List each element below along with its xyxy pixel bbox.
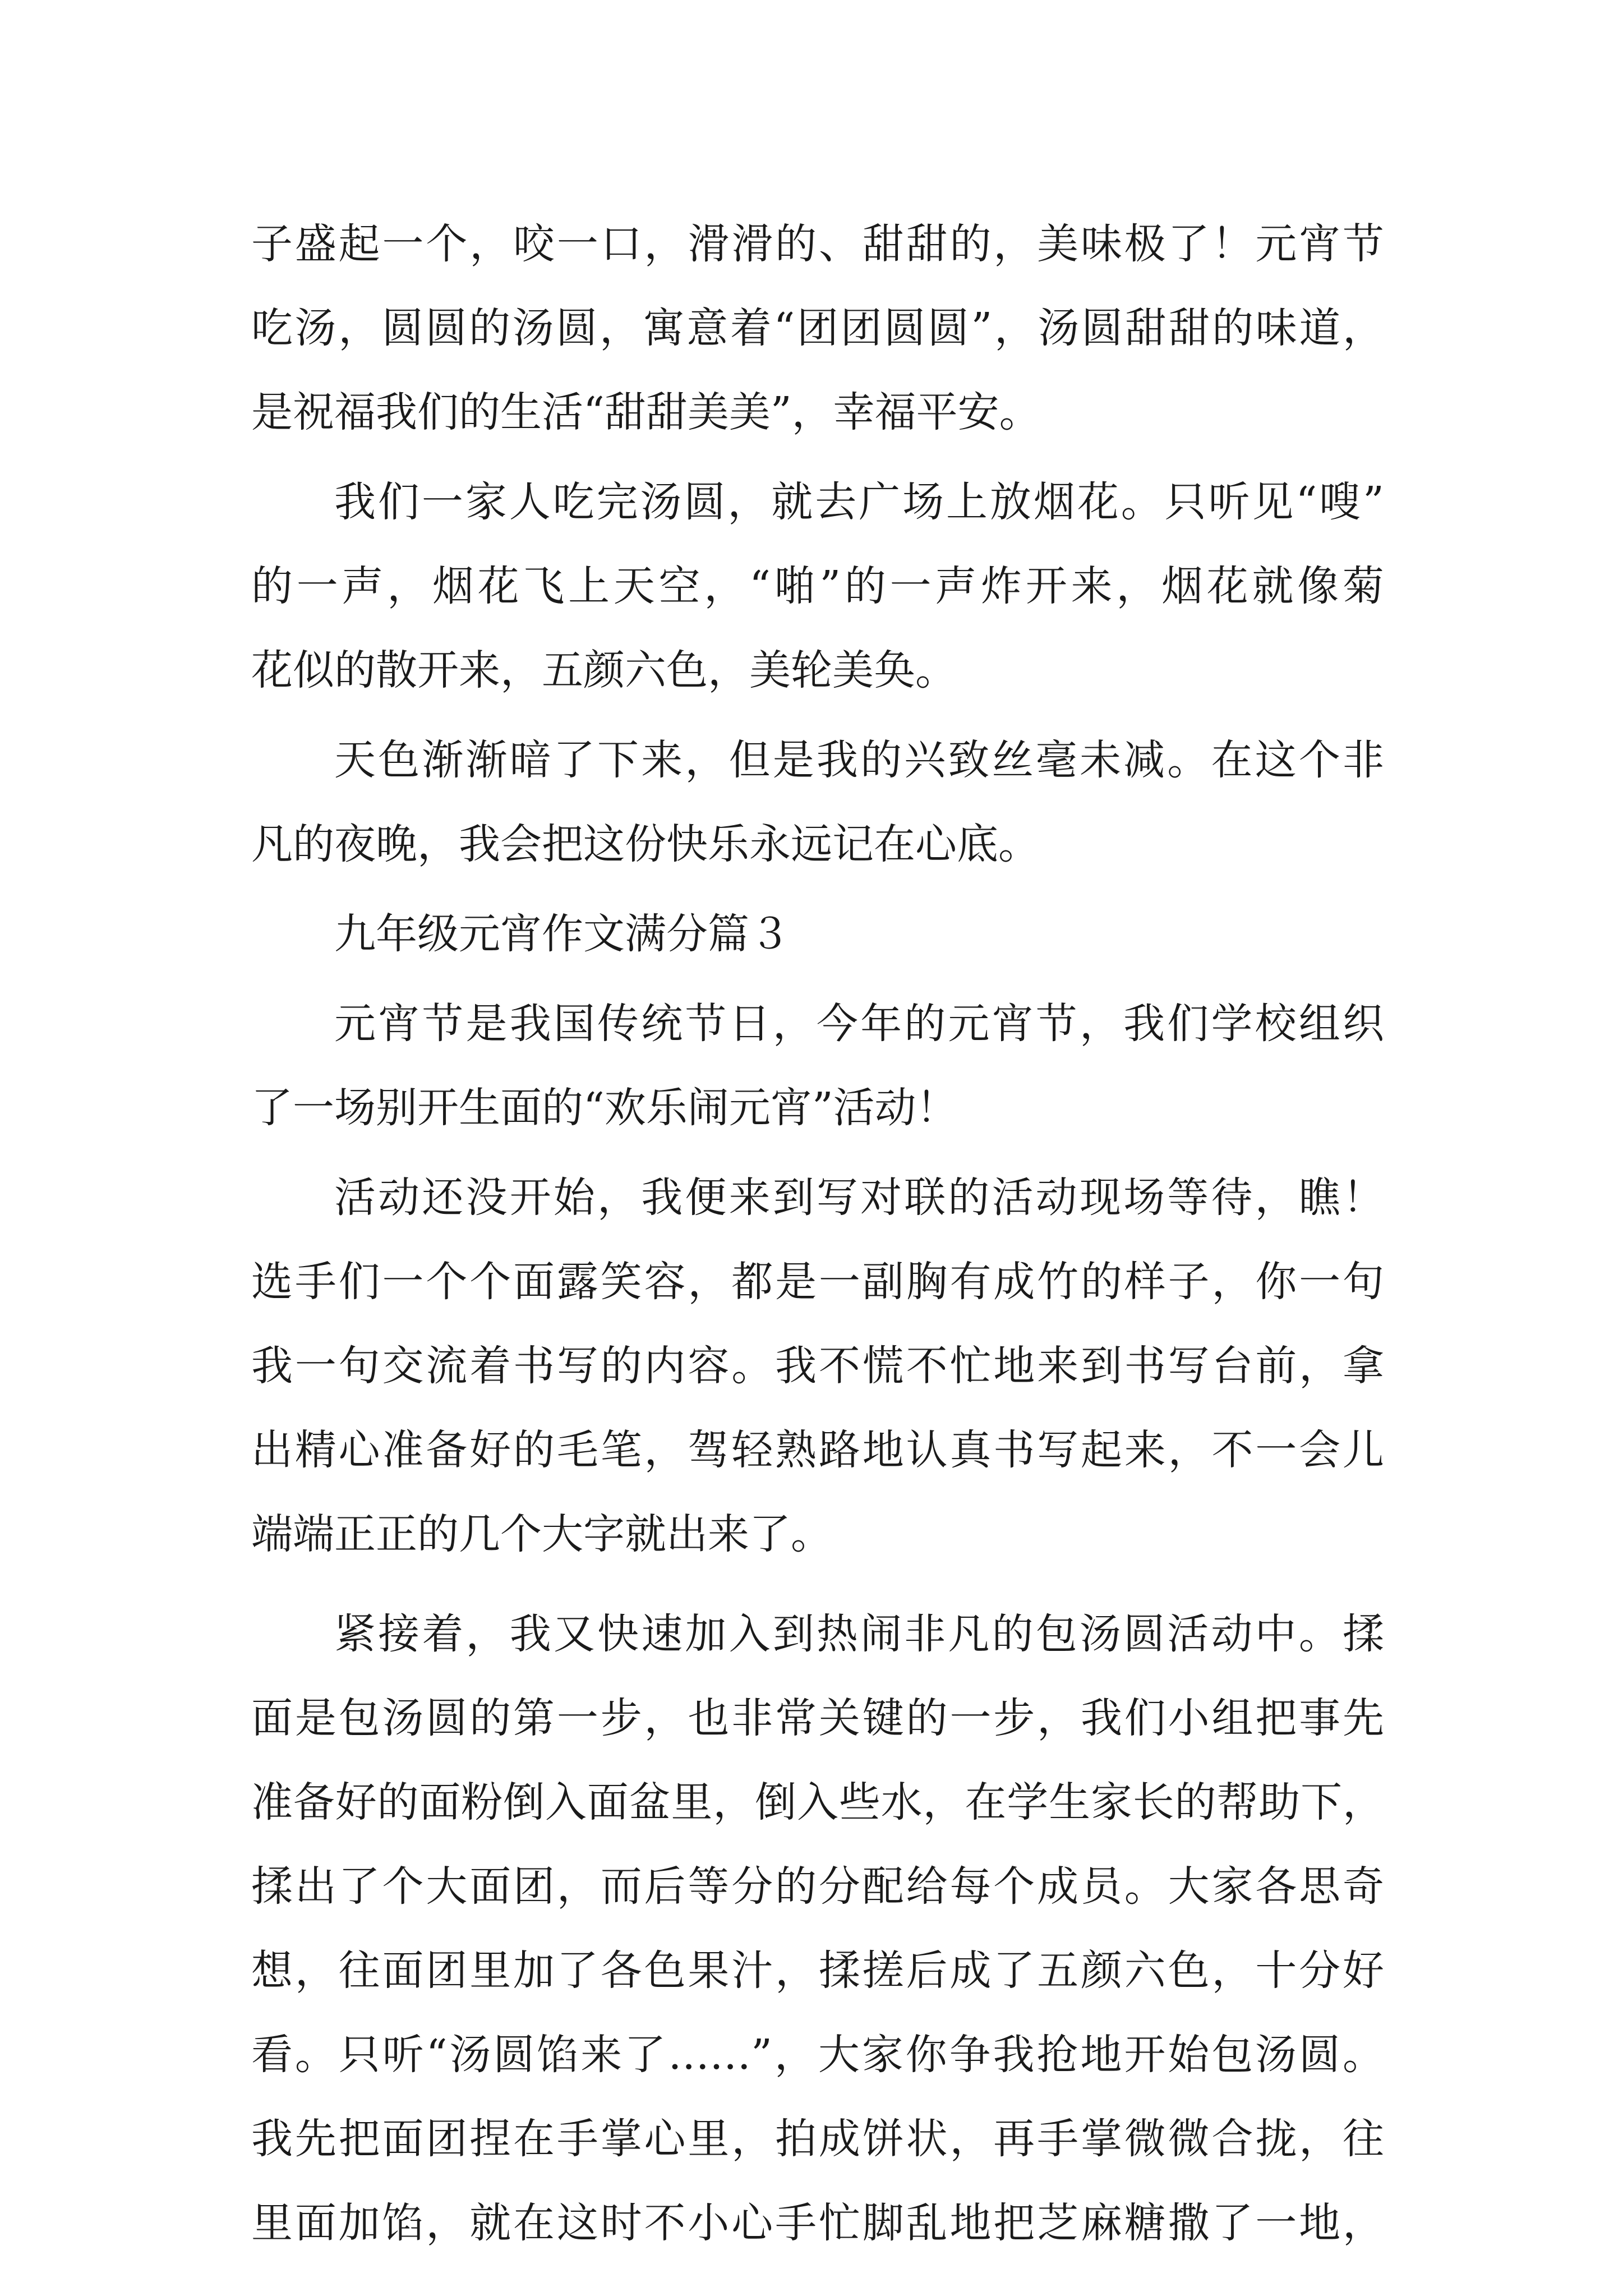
text-line: 吃汤，圆圆的汤圆，寓意着“团团圆圆”，汤圆甜甜的味道， (251, 304, 1384, 352)
text-line: 面是包汤圆的第一步，也非常关键的一步，我们小组把事先 (251, 1694, 1384, 1742)
text-line: 紧接着，我又快速加入到热闹非凡的包汤圆活动中。揉 (334, 1610, 1384, 1658)
text-line: 凡的夜晚，我会把这份快乐永远记在心底。 (251, 820, 1040, 868)
text-line: 是祝福我们的生活“甜甜美美”，幸福平安。 (251, 388, 1041, 436)
text-line: 子盛起一个，咬一口，滑滑的、甜甜的，美味极了！元宵节 (251, 220, 1384, 268)
text-line: 出精心准备好的毛笔，驾轻熟路地认真书写起来，不一会儿 (251, 1426, 1384, 1474)
section-heading: 九年级元宵作文满分篇３ (334, 910, 791, 958)
text-line: 元宵节是我国传统节日，今年的元宵节，我们学校组织 (334, 1000, 1384, 1048)
text-line: 天色渐渐暗了下来，但是我的兴致丝毫未减。在这个非 (334, 736, 1384, 784)
text-line: 花似的散开来，五颜六色，美轮美奂。 (251, 646, 957, 694)
text-line: 我先把面团捏在手掌心里，拍成饼状，再手掌微微合拢，往 (251, 2115, 1384, 2163)
text-line: 活动还没开始，我便来到写对联的活动现场等待，瞧！ (334, 1174, 1384, 1222)
text-line: 选手们一个个面露笑容，都是一副胸有成竹的样子，你一句 (251, 1258, 1384, 1306)
text-line: 想，往面团里加了各色果汁，揉搓后成了五颜六色，十分好 (251, 1947, 1384, 1995)
text-line: 了一场别开生面的“欢乐闹元宵”活动！ (251, 1084, 958, 1132)
text-line: 揉出了个大面团，而后等分的分配给每个成员。大家各思奇 (251, 1862, 1384, 1911)
essay-body (251, 202, 1384, 2265)
text-line: 看。只听“汤圆馅来了……”，大家你争我抢地开始包汤圆。 (251, 2031, 1384, 2079)
text-line: 准备好的面粉倒入面盆里，倒入些水，在学生家长的帮助下， (251, 1778, 1384, 1826)
text-line: 我一句交流着书写的内容。我不慌不忙地来到书写台前，拿 (251, 1342, 1384, 1390)
text-line: 的一声，烟花飞上天空，“啪”的一声炸开来，烟花就像菊 (251, 562, 1384, 610)
text-line: 里面加馅，就在这时不小心手忙脚乱地把芝麻糖撒了一地， (251, 2199, 1384, 2247)
text-line: 端端正正的几个大字就出来了。 (251, 1510, 832, 1558)
text-line: 我们一家人吃完汤圆，就去广场上放烟花。只听见“嗖” (334, 478, 1384, 526)
